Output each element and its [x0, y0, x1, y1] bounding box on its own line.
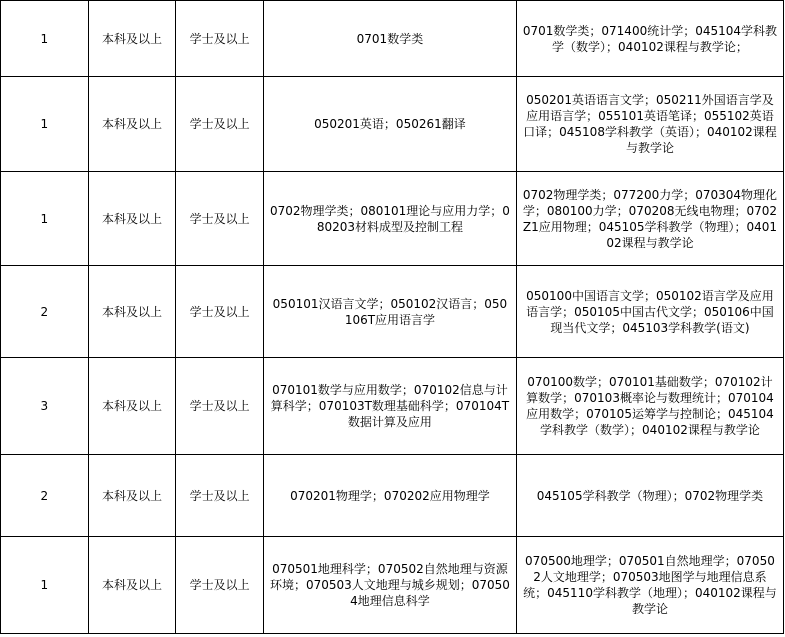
education-cell: 本科及以上 — [88, 1, 176, 77]
count-cell: 2 — [1, 266, 89, 358]
undergrad-major-cell: 050201英语；050261翻译 — [263, 77, 516, 172]
education-cell: 本科及以上 — [88, 455, 176, 537]
grad-major-cell: 045105学科教学（物理）；0702物理学类 — [516, 455, 783, 537]
count-cell: 1 — [1, 1, 89, 77]
education-cell: 本科及以上 — [88, 266, 176, 358]
count-cell: 1 — [1, 537, 89, 634]
degree-cell: 学士及以上 — [176, 266, 264, 358]
undergrad-major-cell: 0701数学类 — [263, 1, 516, 77]
table-row — [1, 358, 784, 455]
degree-cell: 学士及以上 — [176, 77, 264, 172]
education-cell: 本科及以上 — [88, 172, 176, 266]
degree-cell: 学士及以上 — [176, 1, 264, 77]
table-row — [1, 172, 784, 266]
education-cell: 本科及以上 — [88, 77, 176, 172]
degree-cell: 学士及以上 — [176, 455, 264, 537]
undergrad-major-cell: 070501地理科学；070502自然地理与资源环境；070503人文地理与城乡规划；070504地理信息科学 — [263, 537, 516, 634]
table-row — [1, 266, 784, 358]
table-row — [1, 455, 784, 537]
undergrad-major-cell: 0702物理学类；080101理论与应用力学；080203材料成型及控制工程 — [263, 172, 516, 266]
grad-major-cell: 050100中国语言文学；050102语言学及应用语言学；050105中国古代文学；050106中国现当代文学；045103学科教学(语文) — [516, 266, 783, 358]
undergrad-major-cell: 070201物理学；070202应用物理学 — [263, 455, 516, 537]
undergrad-major-cell: 070101数学与应用数学；070102信息与计算科学；070103T数理基础科学；070104T数据计算及应用 — [263, 358, 516, 455]
degree-cell: 学士及以上 — [176, 358, 264, 455]
table-row — [1, 1, 784, 77]
grad-major-cell: 070100数学；070101基础数学；070102计算数学；070103概率论与数理统计；070104应用数学；070105运筹学与控制论；045104学科教学（数学）；040102课程与教学论 — [516, 358, 783, 455]
grad-major-cell: 050201英语语言文学；050211外国语言学及应用语言学；055101英语笔译；055102英语口译；045108学科教学（英语）；040102课程与教学论 — [516, 77, 783, 172]
grad-major-cell: 0701数学类；071400统计学；045104学科教学（数学）；040102课程与教学论； — [516, 1, 783, 77]
count-cell: 2 — [1, 455, 89, 537]
count-cell: 3 — [1, 358, 89, 455]
count-cell: 1 — [1, 77, 89, 172]
table-row — [1, 77, 784, 172]
count-cell: 1 — [1, 172, 89, 266]
table-row — [1, 537, 784, 634]
education-cell: 本科及以上 — [88, 358, 176, 455]
degree-cell: 学士及以上 — [176, 172, 264, 266]
grad-major-cell: 070500地理学；070501自然地理学；070502人文地理学；070503地图学与地理信息系统；045110学科教学（地理）；040102课程与教学论 — [516, 537, 783, 634]
education-cell: 本科及以上 — [88, 537, 176, 634]
degree-cell: 学士及以上 — [176, 537, 264, 634]
undergrad-major-cell: 050101汉语言文学；050102汉语言；050106T应用语言学 — [263, 266, 516, 358]
grad-major-cell: 0702物理学类；077200力学；070304物理化学；080100力学；070208无线电物理；0702Z1应用物理；045105学科教学（物理）；040102课程与教学论 — [516, 172, 783, 266]
